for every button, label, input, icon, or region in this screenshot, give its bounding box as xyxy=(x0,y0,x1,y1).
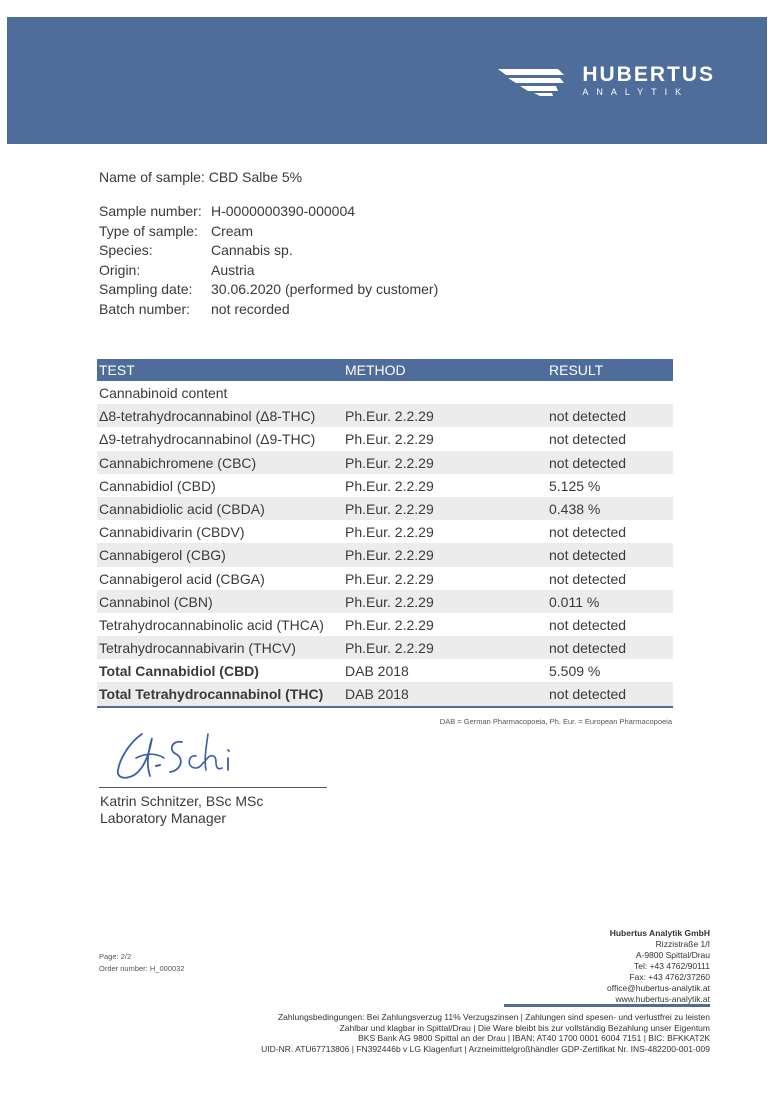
method-cell: Ph.Eur. 2.2.29 xyxy=(345,431,434,448)
website-line: www.hubertus-analytik.at xyxy=(615,994,710,1004)
test-cell: Tetrahydrocannabivarin (THCV) xyxy=(99,640,296,657)
page-number: Page: 2/2 xyxy=(99,952,132,961)
table-row xyxy=(97,636,673,659)
method-cell: Ph.Eur. 2.2.29 xyxy=(345,593,434,610)
result-cell: 0.011 % xyxy=(549,593,600,610)
field-label: Sample number: xyxy=(99,203,202,219)
result-cell: 5.125 % xyxy=(549,477,601,494)
field-value: Cannabis sp. xyxy=(211,242,293,259)
method-cell: Ph.Eur. 2.2.29 xyxy=(345,454,434,471)
test-cell: Tetrahydrocannabinolic acid (THCA) xyxy=(99,616,324,633)
method-cell: DAB 2018 xyxy=(345,686,409,703)
test-cell: Cannabichromene (CBC) xyxy=(99,454,257,471)
test-cell: Total Cannabidiol (CBD) xyxy=(99,663,259,680)
table-row xyxy=(97,427,673,450)
test-cell: Cannabigerol (CBG) xyxy=(99,547,226,564)
method-cell: Ph.Eur. 2.2.29 xyxy=(345,547,434,564)
table-row xyxy=(97,404,673,427)
page-info xyxy=(99,951,184,975)
header-method: METHOD xyxy=(345,362,406,378)
table-row xyxy=(97,567,673,590)
field-label: Origin: xyxy=(99,261,141,278)
phone-line: Tel: +43 4762/90111 xyxy=(633,961,710,971)
brand-name: HUBERTUS xyxy=(582,63,715,86)
legal-line: BKS Bank AG 9800 Spittal an der Drau | IBAN: AT40 1700 0001 6004 7151 | BIC: BFKKAT2K xyxy=(358,1033,710,1043)
method-cell: Ph.Eur. 2.2.29 xyxy=(345,570,434,587)
sample-name-value: CBD Salbe 5% xyxy=(208,169,303,185)
table-row xyxy=(97,659,673,682)
test-cell: Cannabidiolic acid (CBDA) xyxy=(99,500,265,517)
field-value: Austria xyxy=(211,261,255,278)
method-cell: Ph.Eur. 2.2.29 xyxy=(345,408,434,425)
table-row xyxy=(97,682,673,705)
result-cell: not detected xyxy=(549,616,627,633)
footer-accent-bar xyxy=(504,1004,710,1007)
test-cell: Cannabidivarin (CBDV) xyxy=(99,524,245,541)
brand-subtitle: ANALYTIK xyxy=(582,87,690,97)
field-value: H-0000000390-000004 xyxy=(211,203,356,219)
legal-footer xyxy=(261,1012,710,1054)
field-label: Species: xyxy=(99,242,153,259)
field-value: 30.06.2020 (performed by customer) xyxy=(211,281,439,298)
signer-title: Laboratory Manager xyxy=(100,810,227,826)
method-cell: Ph.Eur. 2.2.29 xyxy=(345,477,434,494)
method-cell: DAB 2018 xyxy=(345,663,409,680)
address-line: Rizzistraße 1/I xyxy=(655,939,710,949)
handwritten-signature-icon xyxy=(112,728,242,786)
order-number: Order number: H_000032 xyxy=(99,964,185,973)
table-footnote: DAB = German Pharmacopoeia, Ph. Eur. = European Pharmacopoeia xyxy=(439,717,672,726)
result-cell: not detected xyxy=(549,547,627,564)
table-row xyxy=(97,381,673,404)
header-banner xyxy=(7,17,767,144)
winged-speed-mark-icon xyxy=(498,67,570,97)
result-cell: not detected xyxy=(549,431,627,448)
method-cell: Ph.Eur. 2.2.29 xyxy=(345,616,434,633)
signer-name: Katrin Schnitzer, BSc MSc xyxy=(100,793,264,809)
test-cell: Cannabinol (CBN) xyxy=(99,593,213,610)
sample-type-row xyxy=(99,223,253,239)
result-cell: not detected xyxy=(549,408,627,425)
sample-name-label: Name of sample: xyxy=(99,169,205,185)
table-header xyxy=(97,359,673,381)
test-cell: Cannabigerol acid (CBGA) xyxy=(99,570,265,587)
fax-line: Fax: +43 4762/37260 xyxy=(629,972,710,982)
field-value: Cream xyxy=(211,222,254,239)
test-cell: Cannabidiol (CBD) xyxy=(99,477,216,494)
table-row xyxy=(97,590,673,613)
results-table xyxy=(97,359,673,708)
result-cell: not detected xyxy=(549,570,627,587)
test-cell: Δ8-tetrahydrocannabinol (Δ8-THC) xyxy=(99,408,316,425)
table-row xyxy=(97,543,673,566)
signer-block xyxy=(100,793,263,827)
field-value: not recorded xyxy=(211,301,290,317)
address-line: A-9800 Spittal/Drau xyxy=(635,950,710,960)
origin-row xyxy=(99,262,255,278)
legal-line: Zahlbar und klagbar in Spittal/Drau | Die Ware bleibt bis zur vollständig Bezahlung unser Eigentum xyxy=(339,1022,710,1033)
table-row xyxy=(97,520,673,543)
header-test: TEST xyxy=(99,362,135,378)
result-cell: 0.438 % xyxy=(549,500,601,517)
result-cell: 5.509 % xyxy=(549,663,601,680)
table-bottom-rule xyxy=(97,706,673,708)
species-row xyxy=(99,242,293,258)
batch-number-row xyxy=(99,301,290,317)
legal-line: Zahlungsbedingungen: Bei Zahlungsverzug 11% Verzugszinsen | Zahlungen sind spesen- und verlustfrei zu leisten xyxy=(277,1012,710,1022)
sample-name-row xyxy=(99,169,302,185)
signature-line xyxy=(99,787,327,788)
table-row xyxy=(97,497,673,520)
result-cell: not detected xyxy=(549,686,627,703)
result-cell: not detected xyxy=(549,524,627,541)
field-label: Type of sample: xyxy=(99,222,198,239)
method-cell: Ph.Eur. 2.2.29 xyxy=(345,524,434,541)
table-row xyxy=(97,474,673,497)
sample-number-row xyxy=(99,203,355,219)
email-line: office@hubertus-analytik.at xyxy=(607,983,710,993)
table-row xyxy=(97,613,673,636)
method-cell: Ph.Eur. 2.2.29 xyxy=(345,500,434,517)
header-result: RESULT xyxy=(549,362,604,378)
field-label: Sampling date: xyxy=(99,281,193,298)
test-cell: Δ9-tetrahydrocannabinol (Δ9-THC) xyxy=(99,431,316,448)
test-cell: Total Tetrahydrocannabinol (THC) xyxy=(99,686,324,703)
result-cell: not detected xyxy=(549,454,627,471)
field-label: Batch number: xyxy=(99,301,191,317)
company-logo xyxy=(576,64,715,98)
company-name: Hubertus Analytik GmbH xyxy=(609,928,710,938)
test-cell: Cannabinoid content xyxy=(99,385,228,401)
table-row xyxy=(97,451,673,474)
company-address xyxy=(607,928,710,1005)
method-cell: Ph.Eur. 2.2.29 xyxy=(345,640,434,657)
legal-line: UID-NR. ATU67713806 | FN392446b v LG Klagenfurt | Arzneimittelgroßhändler GDP-Zertifikat Nr. INS-482200-001-009 xyxy=(261,1043,710,1054)
result-cell: not detected xyxy=(549,640,627,657)
sampling-date-row xyxy=(99,281,438,297)
